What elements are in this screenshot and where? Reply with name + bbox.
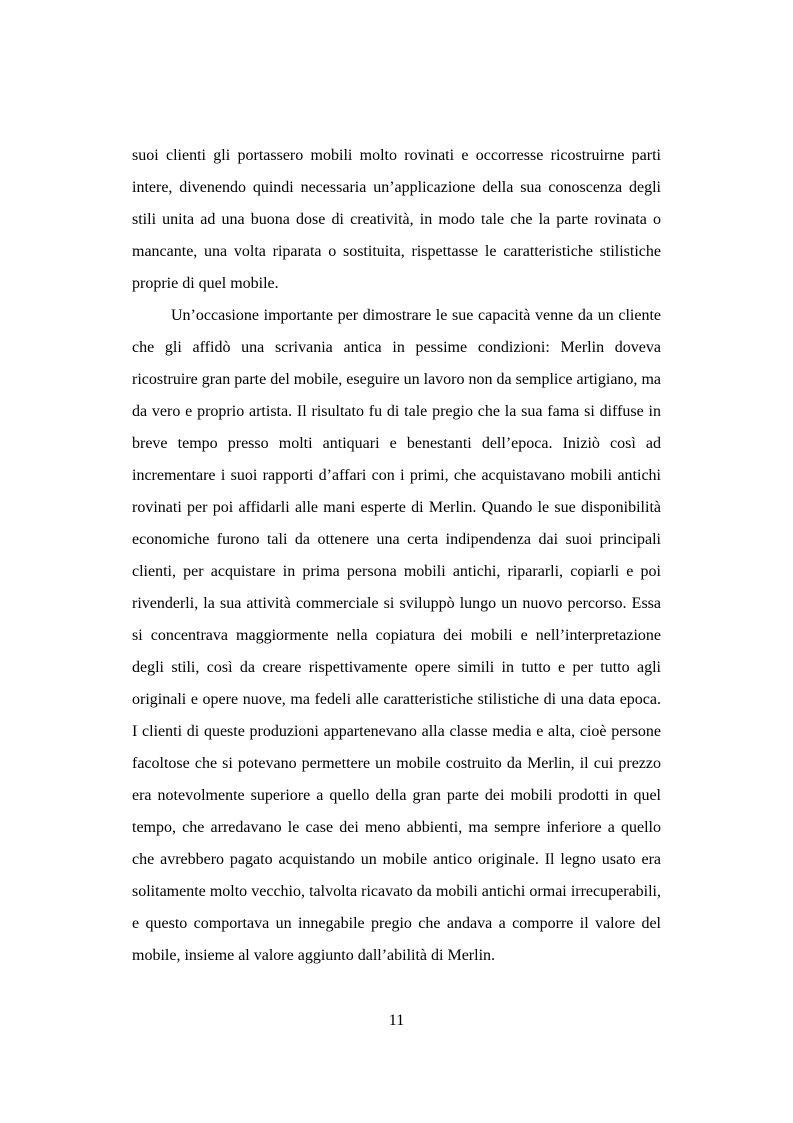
body-text [132,140,661,972]
paragraph-merlin-career: Un’occasione importante per dimostrare le sue capacità venne da un cliente che gli affidò una scrivania antica in pessime condizioni: Merlin doveva ricostruire gran parte del mobile, eseguire un lavoro non da semplice artigiano, ma da vero e proprio artista. Il risultato fu di tale pregio che la sua fama si diffuse in breve tempo presso molti antiquari e benestanti dell’epoca. Iniziò così ad incrementare i suoi rapporti d’affari con i primi, che acquistavano mobili antichi rovinati per poi affidarli alle mani esperte di Merlin. Quando le sue disponibilità economiche furono tali da ottenere una certa indipendenza dai suoi principali clienti, per acquistare in prima persona mobili antichi, ripararli, copiarli e poi rivenderli, la sua attività commerciale si sviluppò lungo un nuovo percorso. Essa si concentrava maggiormente nella copiatura dei mobili e nell’interpretazione degli stili, così da creare rispettivamente opere simili in tutto e per tutto agli originali e opere nuove, ma fedeli alle caratteristiche stilistiche di una data epoca. I clienti di queste produzioni appartenevano alla classe media e alta, cioè persone facoltose che si potevano permettere un mobile costruito da Merlin, il cui prezzo era notevolmente superiore a quello della gran parte dei mobili prodotti in quel tempo, che arredavano le case dei meno abbienti, ma sempre inferiore a quello che avrebbero pagato acquistando un mobile antico originale. Il legno usato era solitamente molto vecchio, talvolta ricavato da mobili antichi ormai irrecuperabili, e questo comportava un innegabile pregio che andava a comporre il valore del mobile, insieme al valore aggiunto dall’abilità di Merlin. [132,307,661,964]
page-number: 11 [388,1012,405,1029]
paragraph-continuation: suoi clienti gli portassero mobili molto rovinati e occorresse ricostruirne parti intere, divenendo quindi necessaria un’applicazione della sua conoscenza degli stili unita ad una buona dose di creatività, in modo tale che la parte rovinata o mancante, una volta riparata o sostituita, rispettasse le caratteristiche stilistiche proprie di quel mobile. [132,147,661,292]
